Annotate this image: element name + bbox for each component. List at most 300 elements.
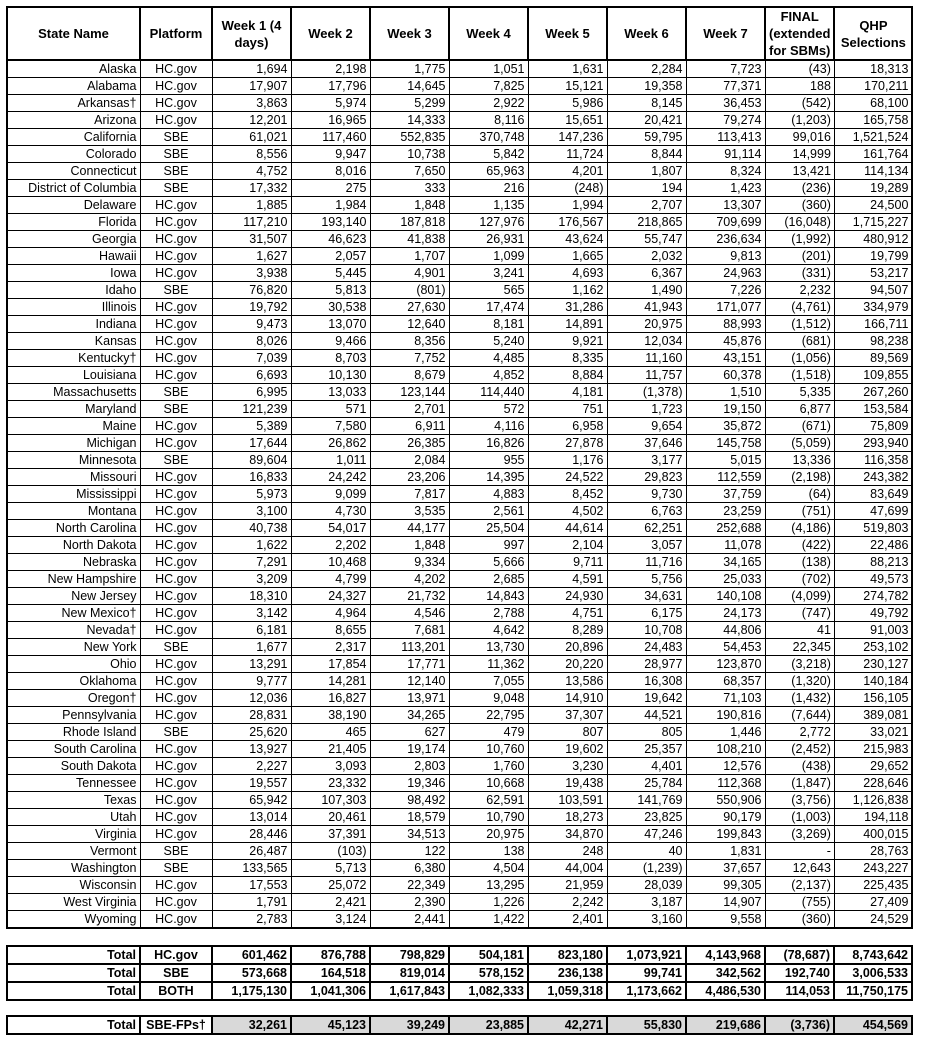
value-cell: 193,140 bbox=[291, 214, 370, 231]
header-week-2: Week 2 bbox=[291, 7, 370, 60]
value-cell: (702) bbox=[765, 571, 834, 588]
spacer bbox=[6, 929, 913, 945]
table-row bbox=[7, 469, 912, 486]
value-cell: 176,567 bbox=[528, 214, 607, 231]
value-cell: 13,336 bbox=[765, 452, 834, 469]
value-cell: 8,703 bbox=[291, 350, 370, 367]
value-cell: 8,679 bbox=[370, 367, 449, 384]
state-name-cell: Maryland bbox=[7, 401, 140, 418]
value-cell: 4,642 bbox=[449, 622, 528, 639]
value-cell: 13,033 bbox=[291, 384, 370, 401]
value-cell: 4,901 bbox=[370, 265, 449, 282]
state-name-cell: West Virginia bbox=[7, 894, 140, 911]
value-cell: 47,246 bbox=[607, 826, 686, 843]
value-cell: 59,795 bbox=[607, 129, 686, 146]
value-cell: 236,634 bbox=[686, 231, 765, 248]
value-cell: 108,210 bbox=[686, 741, 765, 758]
value-cell: 16,826 bbox=[449, 435, 528, 452]
value-cell: 44,004 bbox=[528, 860, 607, 877]
value-cell: 9,654 bbox=[607, 418, 686, 435]
value-cell: (1,847) bbox=[765, 775, 834, 792]
value-cell: (43) bbox=[765, 60, 834, 78]
value-cell: 46,623 bbox=[291, 231, 370, 248]
value-cell: 1,631 bbox=[528, 60, 607, 78]
value-cell: 4,143,968 bbox=[686, 946, 765, 964]
value-cell: 2,441 bbox=[370, 911, 449, 929]
state-name-cell: South Dakota bbox=[7, 758, 140, 775]
platform-cell: HC.gov bbox=[140, 911, 212, 929]
value-cell: 9,466 bbox=[291, 333, 370, 350]
value-cell: 25,072 bbox=[291, 877, 370, 894]
value-cell: 199,843 bbox=[686, 826, 765, 843]
value-cell: 14,395 bbox=[449, 469, 528, 486]
total-label-cell: Total bbox=[7, 964, 140, 982]
value-cell: 2,242 bbox=[528, 894, 607, 911]
platform-cell: HC.gov bbox=[140, 418, 212, 435]
platform-cell: HC.gov bbox=[140, 503, 212, 520]
platform-cell: SBE bbox=[140, 843, 212, 860]
value-cell: 9,813 bbox=[686, 248, 765, 265]
value-cell: 14,843 bbox=[449, 588, 528, 605]
value-cell: 22,345 bbox=[765, 639, 834, 656]
value-cell: 25,357 bbox=[607, 741, 686, 758]
table-row bbox=[7, 894, 912, 911]
header-row bbox=[7, 7, 912, 60]
platform-cell: HC.gov bbox=[140, 95, 212, 112]
platform-cell: HC.gov bbox=[140, 673, 212, 690]
value-cell: 275 bbox=[291, 180, 370, 197]
value-cell: 565 bbox=[449, 282, 528, 299]
value-cell: 45,123 bbox=[291, 1016, 370, 1034]
value-cell: 5,015 bbox=[686, 452, 765, 469]
value-cell: 14,999 bbox=[765, 146, 834, 163]
value-cell: 5,974 bbox=[291, 95, 370, 112]
state-name-cell: Texas bbox=[7, 792, 140, 809]
value-cell: 65,963 bbox=[449, 163, 528, 180]
value-cell: 38,190 bbox=[291, 707, 370, 724]
value-cell: 2,701 bbox=[370, 401, 449, 418]
value-cell: 13,307 bbox=[686, 197, 765, 214]
value-cell: 4,752 bbox=[212, 163, 291, 180]
value-cell: 1,175,130 bbox=[212, 982, 291, 1000]
value-cell: 24,930 bbox=[528, 588, 607, 605]
value-cell: 19,289 bbox=[834, 180, 912, 197]
value-cell: 2,104 bbox=[528, 537, 607, 554]
state-name-cell: North Dakota bbox=[7, 537, 140, 554]
table-row bbox=[7, 843, 912, 860]
value-cell: 12,643 bbox=[765, 860, 834, 877]
value-cell: 823,180 bbox=[528, 946, 607, 964]
value-cell: 4,504 bbox=[449, 860, 528, 877]
state-name-cell: South Carolina bbox=[7, 741, 140, 758]
value-cell: 127,976 bbox=[449, 214, 528, 231]
state-name-cell: Wyoming bbox=[7, 911, 140, 929]
table-row bbox=[7, 60, 912, 78]
value-cell: 8,452 bbox=[528, 486, 607, 503]
state-rows bbox=[7, 60, 912, 928]
state-name-cell: Colorado bbox=[7, 146, 140, 163]
value-cell: 10,738 bbox=[370, 146, 449, 163]
value-cell: 504,181 bbox=[449, 946, 528, 964]
value-cell: (3,269) bbox=[765, 826, 834, 843]
value-cell: 114,134 bbox=[834, 163, 912, 180]
value-cell: (236) bbox=[765, 180, 834, 197]
platform-cell: HC.gov bbox=[140, 809, 212, 826]
platform-cell: HC.gov bbox=[140, 792, 212, 809]
value-cell: (1,320) bbox=[765, 673, 834, 690]
value-cell: 18,579 bbox=[370, 809, 449, 826]
value-cell: 112,559 bbox=[686, 469, 765, 486]
value-cell: 11,362 bbox=[449, 656, 528, 673]
state-name-cell: Iowa bbox=[7, 265, 140, 282]
value-cell: 36,453 bbox=[686, 95, 765, 112]
value-cell: 121,239 bbox=[212, 401, 291, 418]
value-cell: 18,310 bbox=[212, 588, 291, 605]
value-cell: 99,016 bbox=[765, 129, 834, 146]
value-cell: 13,291 bbox=[212, 656, 291, 673]
table-row bbox=[7, 350, 912, 367]
value-cell: 1,521,524 bbox=[834, 129, 912, 146]
value-cell: (2,452) bbox=[765, 741, 834, 758]
value-cell: - bbox=[765, 843, 834, 860]
value-cell: 194,118 bbox=[834, 809, 912, 826]
header-week-4: Week 4 bbox=[449, 7, 528, 60]
value-cell: 7,580 bbox=[291, 418, 370, 435]
value-cell: 2,198 bbox=[291, 60, 370, 78]
platform-cell: HC.gov bbox=[140, 469, 212, 486]
value-cell: 1,984 bbox=[291, 197, 370, 214]
value-cell: 44,177 bbox=[370, 520, 449, 537]
value-cell: 2,390 bbox=[370, 894, 449, 911]
value-cell: 9,099 bbox=[291, 486, 370, 503]
platform-cell: HC.gov bbox=[140, 588, 212, 605]
value-cell: 20,975 bbox=[449, 826, 528, 843]
state-name-cell: New Mexico† bbox=[7, 605, 140, 622]
table-row bbox=[7, 911, 912, 929]
value-cell: 23,825 bbox=[607, 809, 686, 826]
value-cell: 194 bbox=[607, 180, 686, 197]
table-row bbox=[7, 503, 912, 520]
value-cell: 24,327 bbox=[291, 588, 370, 605]
platform-cell: HC.gov bbox=[140, 826, 212, 843]
state-name-cell: Delaware bbox=[7, 197, 140, 214]
state-name-cell: Nebraska bbox=[7, 554, 140, 571]
value-cell: 34,631 bbox=[607, 588, 686, 605]
value-cell: 3,057 bbox=[607, 537, 686, 554]
value-cell: 27,878 bbox=[528, 435, 607, 452]
value-cell: 9,730 bbox=[607, 486, 686, 503]
value-cell: 1,791 bbox=[212, 894, 291, 911]
value-cell: 6,181 bbox=[212, 622, 291, 639]
value-cell: (103) bbox=[291, 843, 370, 860]
value-cell: 342,562 bbox=[686, 964, 765, 982]
value-cell: 6,380 bbox=[370, 860, 449, 877]
value-cell: 15,651 bbox=[528, 112, 607, 129]
value-cell: 1,723 bbox=[607, 401, 686, 418]
value-cell: 107,303 bbox=[291, 792, 370, 809]
value-cell: 23,259 bbox=[686, 503, 765, 520]
value-cell: 44,806 bbox=[686, 622, 765, 639]
value-cell: 21,405 bbox=[291, 741, 370, 758]
value-cell: 25,033 bbox=[686, 571, 765, 588]
platform-cell: HC.gov bbox=[140, 775, 212, 792]
value-cell: 218,865 bbox=[607, 214, 686, 231]
value-cell: 7,055 bbox=[449, 673, 528, 690]
value-cell: 4,730 bbox=[291, 503, 370, 520]
value-cell: 2,772 bbox=[765, 724, 834, 741]
table-row bbox=[7, 554, 912, 571]
value-cell: 7,752 bbox=[370, 350, 449, 367]
table-row bbox=[7, 129, 912, 146]
value-cell: 9,473 bbox=[212, 316, 291, 333]
value-cell: 6,877 bbox=[765, 401, 834, 418]
table-row bbox=[7, 163, 912, 180]
value-cell: 252,688 bbox=[686, 520, 765, 537]
value-cell: 6,693 bbox=[212, 367, 291, 384]
value-cell: 90,179 bbox=[686, 809, 765, 826]
table-row bbox=[7, 95, 912, 112]
value-cell: 1,831 bbox=[686, 843, 765, 860]
value-cell: 11,160 bbox=[607, 350, 686, 367]
value-cell: 8,844 bbox=[607, 146, 686, 163]
value-cell: 30,538 bbox=[291, 299, 370, 316]
platform-cell: HC.gov bbox=[140, 435, 212, 452]
value-cell: 25,784 bbox=[607, 775, 686, 792]
value-cell: (671) bbox=[765, 418, 834, 435]
value-cell: 1,422 bbox=[449, 911, 528, 929]
value-cell: 11,724 bbox=[528, 146, 607, 163]
value-cell: 37,657 bbox=[686, 860, 765, 877]
value-cell: 17,474 bbox=[449, 299, 528, 316]
table-row bbox=[7, 656, 912, 673]
header-qhp-selections: QHP Selections bbox=[834, 7, 912, 60]
value-cell: 4,202 bbox=[370, 571, 449, 588]
table-row bbox=[7, 775, 912, 792]
value-cell: 117,460 bbox=[291, 129, 370, 146]
value-cell: 3,124 bbox=[291, 911, 370, 929]
value-cell: 19,174 bbox=[370, 741, 449, 758]
value-cell: 122 bbox=[370, 843, 449, 860]
value-cell: 13,971 bbox=[370, 690, 449, 707]
value-cell: 24,529 bbox=[834, 911, 912, 929]
state-name-cell: Hawaii bbox=[7, 248, 140, 265]
value-cell: 709,699 bbox=[686, 214, 765, 231]
value-cell: 133,565 bbox=[212, 860, 291, 877]
value-cell: 5,813 bbox=[291, 282, 370, 299]
state-name-cell: Wisconsin bbox=[7, 877, 140, 894]
value-cell: 8,116 bbox=[449, 112, 528, 129]
value-cell: 13,586 bbox=[528, 673, 607, 690]
platform-cell: SBE bbox=[140, 282, 212, 299]
value-cell: 216 bbox=[449, 180, 528, 197]
state-name-cell: Maine bbox=[7, 418, 140, 435]
value-cell: 39,249 bbox=[370, 1016, 449, 1034]
table-row bbox=[7, 724, 912, 741]
platform-cell: SBE-FPs† bbox=[140, 1016, 212, 1034]
value-cell: 34,513 bbox=[370, 826, 449, 843]
value-cell: 3,863 bbox=[212, 95, 291, 112]
table-row bbox=[7, 265, 912, 282]
value-cell: 2,284 bbox=[607, 60, 686, 78]
value-cell: 5,240 bbox=[449, 333, 528, 350]
state-name-cell: Kentucky† bbox=[7, 350, 140, 367]
value-cell: 8,181 bbox=[449, 316, 528, 333]
value-cell: 11,757 bbox=[607, 367, 686, 384]
platform-cell: HC.gov bbox=[140, 333, 212, 350]
value-cell: (3,218) bbox=[765, 656, 834, 673]
value-cell: 79,274 bbox=[686, 112, 765, 129]
value-cell: 19,557 bbox=[212, 775, 291, 792]
value-cell: 19,602 bbox=[528, 741, 607, 758]
total-label-cell: Total bbox=[7, 1016, 140, 1034]
value-cell: 16,827 bbox=[291, 690, 370, 707]
state-name-cell: Idaho bbox=[7, 282, 140, 299]
value-cell: 18,273 bbox=[528, 809, 607, 826]
state-name-cell: Illinois bbox=[7, 299, 140, 316]
value-cell: 28,831 bbox=[212, 707, 291, 724]
header-week-6: Week 6 bbox=[607, 7, 686, 60]
value-cell: 11,716 bbox=[607, 554, 686, 571]
value-cell: (2,198) bbox=[765, 469, 834, 486]
value-cell: 7,723 bbox=[686, 60, 765, 78]
value-cell: 13,295 bbox=[449, 877, 528, 894]
value-cell: 6,367 bbox=[607, 265, 686, 282]
value-cell: 8,655 bbox=[291, 622, 370, 639]
value-cell: 3,938 bbox=[212, 265, 291, 282]
value-cell: 20,220 bbox=[528, 656, 607, 673]
value-cell: 17,854 bbox=[291, 656, 370, 673]
value-cell: 6,175 bbox=[607, 605, 686, 622]
value-cell: 4,486,530 bbox=[686, 982, 765, 1000]
value-cell: 45,876 bbox=[686, 333, 765, 350]
platform-cell: HC.gov bbox=[140, 877, 212, 894]
value-cell: 1,677 bbox=[212, 639, 291, 656]
value-cell: 20,896 bbox=[528, 639, 607, 656]
value-cell: 49,792 bbox=[834, 605, 912, 622]
platform-cell: HC.gov bbox=[140, 520, 212, 537]
value-cell: 370,748 bbox=[449, 129, 528, 146]
totals-table bbox=[6, 945, 913, 1001]
state-name-cell: California bbox=[7, 129, 140, 146]
value-cell: 1,807 bbox=[607, 163, 686, 180]
value-cell: 1,848 bbox=[370, 537, 449, 554]
value-cell: 7,226 bbox=[686, 282, 765, 299]
value-cell: 13,421 bbox=[765, 163, 834, 180]
platform-cell: SBE bbox=[140, 129, 212, 146]
value-cell: 19,792 bbox=[212, 299, 291, 316]
value-cell: 26,385 bbox=[370, 435, 449, 452]
value-cell: 1,490 bbox=[607, 282, 686, 299]
value-cell: 123,870 bbox=[686, 656, 765, 673]
value-cell: 997 bbox=[449, 537, 528, 554]
table-row bbox=[7, 622, 912, 639]
platform-cell: SBE bbox=[140, 163, 212, 180]
platform-cell: HC.gov bbox=[140, 60, 212, 78]
value-cell: 41 bbox=[765, 622, 834, 639]
value-cell: 113,413 bbox=[686, 129, 765, 146]
value-cell: 114,440 bbox=[449, 384, 528, 401]
table-row bbox=[7, 78, 912, 95]
value-cell: 164,518 bbox=[291, 964, 370, 982]
value-cell: 26,862 bbox=[291, 435, 370, 452]
platform-cell: HC.gov bbox=[140, 605, 212, 622]
value-cell: 187,818 bbox=[370, 214, 449, 231]
value-cell: 68,100 bbox=[834, 95, 912, 112]
value-cell: 4,201 bbox=[528, 163, 607, 180]
value-cell: 3,160 bbox=[607, 911, 686, 929]
platform-cell: SBE bbox=[140, 452, 212, 469]
value-cell: 42,271 bbox=[528, 1016, 607, 1034]
value-cell: 3,535 bbox=[370, 503, 449, 520]
platform-cell: SBE bbox=[140, 964, 212, 982]
value-cell: 23,885 bbox=[449, 1016, 528, 1034]
header-week-1: Week 1 (4 days) bbox=[212, 7, 291, 60]
state-name-cell: Arkansas† bbox=[7, 95, 140, 112]
value-cell: 955 bbox=[449, 452, 528, 469]
table-row bbox=[7, 180, 912, 197]
value-cell: 2,401 bbox=[528, 911, 607, 929]
value-cell: (331) bbox=[765, 265, 834, 282]
table-row bbox=[7, 112, 912, 129]
table-row bbox=[7, 588, 912, 605]
value-cell: 29,823 bbox=[607, 469, 686, 486]
value-cell: 8,324 bbox=[686, 163, 765, 180]
value-cell: 14,333 bbox=[370, 112, 449, 129]
state-name-cell: Alabama bbox=[7, 78, 140, 95]
value-cell: 1,226 bbox=[449, 894, 528, 911]
value-cell: 71,103 bbox=[686, 690, 765, 707]
value-cell: 8,289 bbox=[528, 622, 607, 639]
value-cell: (681) bbox=[765, 333, 834, 350]
value-cell: 37,307 bbox=[528, 707, 607, 724]
value-cell: 88,213 bbox=[834, 554, 912, 571]
value-cell: 293,940 bbox=[834, 435, 912, 452]
value-cell: 17,553 bbox=[212, 877, 291, 894]
value-cell: 17,332 bbox=[212, 180, 291, 197]
value-cell: 389,081 bbox=[834, 707, 912, 724]
platform-cell: HC.gov bbox=[140, 537, 212, 554]
value-cell: 2,685 bbox=[449, 571, 528, 588]
value-cell: 5,973 bbox=[212, 486, 291, 503]
value-cell: 41,838 bbox=[370, 231, 449, 248]
value-cell: 4,485 bbox=[449, 350, 528, 367]
value-cell: 334,979 bbox=[834, 299, 912, 316]
value-cell: (4,099) bbox=[765, 588, 834, 605]
value-cell: 17,771 bbox=[370, 656, 449, 673]
value-cell: 1,848 bbox=[370, 197, 449, 214]
value-cell: 1,059,318 bbox=[528, 982, 607, 1000]
value-cell: 156,105 bbox=[834, 690, 912, 707]
value-cell: 3,093 bbox=[291, 758, 370, 775]
platform-cell: SBE bbox=[140, 724, 212, 741]
value-cell: 9,777 bbox=[212, 673, 291, 690]
value-cell: (7,644) bbox=[765, 707, 834, 724]
state-name-cell: Washington bbox=[7, 860, 140, 877]
value-cell: 25,620 bbox=[212, 724, 291, 741]
value-cell: 19,358 bbox=[607, 78, 686, 95]
value-cell: 8,884 bbox=[528, 367, 607, 384]
table-row bbox=[7, 418, 912, 435]
value-cell: 37,646 bbox=[607, 435, 686, 452]
value-cell: 3,100 bbox=[212, 503, 291, 520]
value-cell: 140,184 bbox=[834, 673, 912, 690]
value-cell: 153,584 bbox=[834, 401, 912, 418]
value-cell: 10,468 bbox=[291, 554, 370, 571]
header-week-3: Week 3 bbox=[370, 7, 449, 60]
value-cell: 5,666 bbox=[449, 554, 528, 571]
value-cell: (3,756) bbox=[765, 792, 834, 809]
value-cell: 479 bbox=[449, 724, 528, 741]
